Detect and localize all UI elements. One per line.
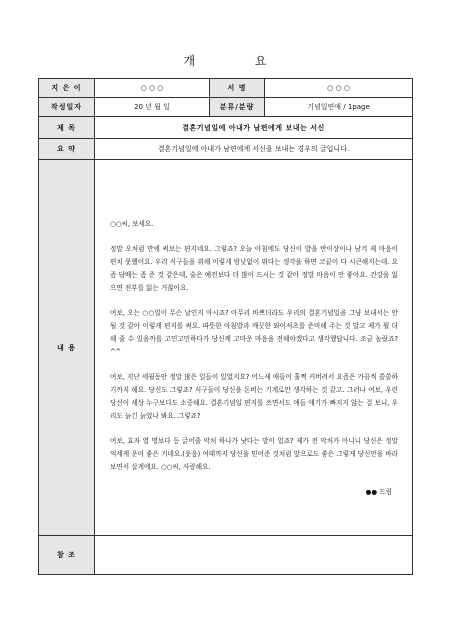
page-title: 개 요 xyxy=(183,54,295,68)
summary-label: 요 약 xyxy=(39,139,95,160)
author-value: ○ ○ ○ xyxy=(95,79,210,98)
letter-greeting: ○○씨, 보세요. xyxy=(110,219,154,228)
category-label: 분류/분량 xyxy=(210,98,265,117)
letter-paragraph: 여보, 오는 ○○일이 무슨 날인지 아시죠? 아무리 바쁘더라도 우리의 결혼기념일을 그냥 보내서는 안될 것 같아 이렇게 편지를 써요. 따뜻한 아침밥과 깨끗한 와이셔츠를 준비해 주는 것 말고 제가 뭘 더 해 줄 수 있을까를 고민고민하다가 당신께 고마운 마음을 전해야겠다고 생각했답니다. 조금 놀랐죠? ^^ xyxy=(110,309,398,356)
letter-paragraph: 정말 오처럼 만에 써보는 편지네요. 그렇죠? 오늘 아침에도 당신이 밥을 반이상이나 남겨 제 마음이 편치 못했어요. 우리 식구들을 위해 이렇게 밤낮없이 뛰다는 생각을 하면 코끝이 다 시큰해지는데. 요즘 담배는 좀 준 것 같은데, 술은 예전보다 더 많이 드시는 것 같아 정말 마음이 안 좋아요. 건강을 잃으면 전부를 잃는 거잖아요. xyxy=(110,245,398,292)
category-value: 기념일연애 / 1page xyxy=(265,98,413,117)
subject-label: 제 목 xyxy=(39,117,95,139)
letter-signature: ●● 드림 xyxy=(365,488,392,497)
letter-paragraph: 여보, 효자 열 명보다 등 긁어줄 악처 하나가 낫다는 말이 있죠? 제가 전 악처가 아니니 당신은 정말 억세게 운이 좋은 거네요.(웃음) 여태까지 당신을 믿어준 것처럼 앞으로도 좋은 그렇게 당신만을 바라보면서 살게에요. ○○씨, 사랑해요. xyxy=(110,437,398,471)
author-label: 지 은 이 xyxy=(39,79,95,98)
letter-paragraph: 여보, 지난 세월동안 정말 많은 일들이 있었지요? 어느새 애들이 훌쩍 커버려서 요즘은 가끔씩 쓸쓸하기까지 해요. 당신도 그렇죠? 식구들이 당신을 돈버는 기계로만 생각하는 것 같고. 그러나 여보, 우린 당신이 세상 누구보다도 소중해요. 결혼기념일 편지를 쓰면서도 애들 얘기가 빠지지 않는 걸 보니, 우리도 늙긴 늙었나 봐요. 그렇죠? xyxy=(110,373,398,420)
summary-value: 결혼기념일에 아내가 남편에게 서신을 보내는 경우의 글입니다. xyxy=(95,139,413,160)
letter-body xyxy=(95,196,412,500)
date-value: 20 년 월 일 xyxy=(95,98,210,117)
content-cell xyxy=(95,160,413,536)
date-label: 작성일자 xyxy=(39,98,95,117)
signature-value: ○ ○ ○ xyxy=(265,79,413,98)
reference-value xyxy=(95,536,413,575)
reference-label: 참 조 xyxy=(39,536,95,575)
summary-table xyxy=(38,78,413,575)
subject-value: 결혼기념일에 아내가 남편에게 보내는 서신 xyxy=(95,117,413,139)
signature-label: 서 명 xyxy=(210,79,265,98)
content-label: 내 용 xyxy=(39,160,95,536)
